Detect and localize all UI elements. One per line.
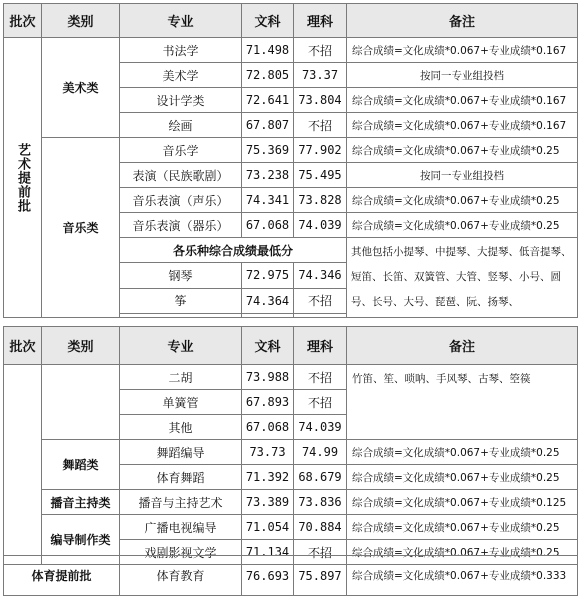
like-score: 73.804 xyxy=(294,88,347,113)
admission-score-table-2 xyxy=(3,326,578,565)
header-row xyxy=(4,4,578,38)
major-cell: 音乐表演（声乐） xyxy=(120,188,242,213)
note-cell: 综合成绩=文化成绩*0.067+专业成绩*0.25 xyxy=(347,540,578,565)
batch-cell xyxy=(4,365,42,565)
like-score: 68.679 xyxy=(294,465,347,490)
major-cell: 单簧管 xyxy=(120,390,242,415)
category-cell xyxy=(42,365,120,440)
table-row xyxy=(4,440,578,465)
wenke-score: 67.068 xyxy=(242,213,294,238)
header-category: 类别 xyxy=(42,4,120,38)
major-cell: 书法学 xyxy=(120,38,242,63)
table-row xyxy=(4,365,578,390)
category-cell: 编导制作类 xyxy=(42,515,120,565)
note-cell: 竹笛、笙、唢呐、手风琴、古琴、箜篌 xyxy=(347,365,578,440)
header-batch: 批次 xyxy=(4,4,42,38)
major-cell: 音乐学 xyxy=(120,138,242,163)
header-category: 类别 xyxy=(42,327,120,365)
header-wenke: 文科 xyxy=(242,4,294,38)
category-cell: 舞蹈类 xyxy=(42,440,120,490)
like-score: 73.37 xyxy=(294,63,347,88)
note-cell: 综合成绩=文化成绩*0.067+专业成绩*0.25 xyxy=(347,188,578,213)
note-cell: 综合成绩=文化成绩*0.067+专业成绩*0.125 xyxy=(347,490,578,515)
major-cell: 美术学 xyxy=(120,63,242,88)
category-cell: 播音主持类 xyxy=(42,490,120,515)
major-cell: 音乐表演（器乐） xyxy=(120,213,242,238)
like-score: 73.828 xyxy=(294,188,347,213)
note-cell: 综合成绩=文化成绩*0.067+专业成绩*0.25 xyxy=(347,213,578,238)
like-score: 不招 xyxy=(294,540,347,565)
note-cell: 综合成绩=文化成绩*0.067+专业成绩*0.25 xyxy=(347,515,578,540)
table-row xyxy=(4,490,578,515)
instrument-note: 其他包括小提琴、中提琴、大提琴、低音提琴、短笛、长笛、双簧管、大管、竖琴、小号、圆号、长号、大号、琵琶、阮、扬琴、 xyxy=(347,238,578,318)
spacer-cell xyxy=(120,313,242,317)
wenke-score: 67.807 xyxy=(242,113,294,138)
header-major: 专业 xyxy=(120,4,242,38)
like-score: 75.897 xyxy=(294,556,347,596)
wenke-score: 73.389 xyxy=(242,490,294,515)
wenke-score: 71.498 xyxy=(242,38,294,63)
category-cell: 美术类 xyxy=(42,38,120,138)
sports-batch-cell: 体育提前批 xyxy=(4,556,120,596)
category-cell: 音乐类 xyxy=(42,138,120,318)
wenke-score: 75.369 xyxy=(242,138,294,163)
major-cell: 播音与主持艺术 xyxy=(120,490,242,515)
major-cell: 其他 xyxy=(120,415,242,440)
wenke-score: 76.693 xyxy=(242,556,294,596)
note-cell: 综合成绩=文化成绩*0.067+专业成绩*0.25 xyxy=(347,440,578,465)
major-cell: 体育教育 xyxy=(120,556,242,596)
like-score: 不招 xyxy=(294,288,347,313)
wenke-score: 73.73 xyxy=(242,440,294,465)
header-notes: 备注 xyxy=(347,4,578,38)
wenke-score: 67.893 xyxy=(242,390,294,415)
major-cell: 二胡 xyxy=(120,365,242,390)
batch-cell xyxy=(4,38,42,318)
note-cell: 按同一专业组投档 xyxy=(347,163,578,188)
admission-score-table-1 xyxy=(3,3,578,318)
major-cell: 设计学类 xyxy=(120,88,242,113)
header-notes: 备注 xyxy=(347,327,578,365)
wenke-score: 71.134 xyxy=(242,540,294,565)
table-row xyxy=(4,556,578,596)
like-score: 70.884 xyxy=(294,515,347,540)
major-cell: 广播电视编导 xyxy=(120,515,242,540)
note-cell: 综合成绩=文化成绩*0.067+专业成绩*0.25 xyxy=(347,138,578,163)
table-row xyxy=(4,138,578,163)
wenke-score: 71.392 xyxy=(242,465,294,490)
header-like: 理科 xyxy=(294,327,347,365)
wenke-score: 72.805 xyxy=(242,63,294,88)
note-cell: 综合成绩=文化成绩*0.067+专业成绩*0.333 xyxy=(347,556,578,596)
like-score: 不招 xyxy=(294,113,347,138)
table-row xyxy=(4,515,578,540)
header-row xyxy=(4,327,578,365)
table-row xyxy=(4,38,578,63)
header-major: 专业 xyxy=(120,327,242,365)
batch-label: 艺术提前批 xyxy=(15,142,30,213)
header-batch: 批次 xyxy=(4,327,42,365)
like-score: 77.902 xyxy=(294,138,347,163)
major-cell: 舞蹈编导 xyxy=(120,440,242,465)
like-score: 74.346 xyxy=(294,263,347,288)
major-cell: 戏剧影视文学 xyxy=(120,540,242,565)
like-score: 不招 xyxy=(294,365,347,390)
instrument-subheader: 各乐种综合成绩最低分 xyxy=(120,238,347,263)
note-cell: 综合成绩=文化成绩*0.067+专业成绩*0.25 xyxy=(347,465,578,490)
major-cell: 体育舞蹈 xyxy=(120,465,242,490)
wenke-score: 74.364 xyxy=(242,288,294,313)
wenke-score: 67.068 xyxy=(242,415,294,440)
note-cell: 按同一专业组投档 xyxy=(347,63,578,88)
like-score: 74.039 xyxy=(294,213,347,238)
like-score: 74.039 xyxy=(294,415,347,440)
major-cell: 筝 xyxy=(120,288,242,313)
wenke-score: 71.054 xyxy=(242,515,294,540)
sports-batch-table xyxy=(3,555,578,596)
wenke-score: 73.238 xyxy=(242,163,294,188)
wenke-score: 72.975 xyxy=(242,263,294,288)
header-wenke: 文科 xyxy=(242,327,294,365)
major-cell: 表演（民族歌剧） xyxy=(120,163,242,188)
note-cell: 综合成绩=文化成绩*0.067+专业成绩*0.167 xyxy=(347,113,578,138)
like-score: 不招 xyxy=(294,390,347,415)
like-score: 73.836 xyxy=(294,490,347,515)
wenke-score: 73.988 xyxy=(242,365,294,390)
like-score: 74.99 xyxy=(294,440,347,465)
spacer-cell xyxy=(294,313,347,317)
major-cell: 绘画 xyxy=(120,113,242,138)
like-score: 75.495 xyxy=(294,163,347,188)
like-score: 不招 xyxy=(294,38,347,63)
wenke-score: 74.341 xyxy=(242,188,294,213)
wenke-score: 72.641 xyxy=(242,88,294,113)
header-like: 理科 xyxy=(294,4,347,38)
major-cell: 钢琴 xyxy=(120,263,242,288)
spacer-cell xyxy=(242,313,294,317)
note-cell: 综合成绩=文化成绩*0.067+专业成绩*0.167 xyxy=(347,38,578,63)
note-cell: 综合成绩=文化成绩*0.067+专业成绩*0.167 xyxy=(347,88,578,113)
